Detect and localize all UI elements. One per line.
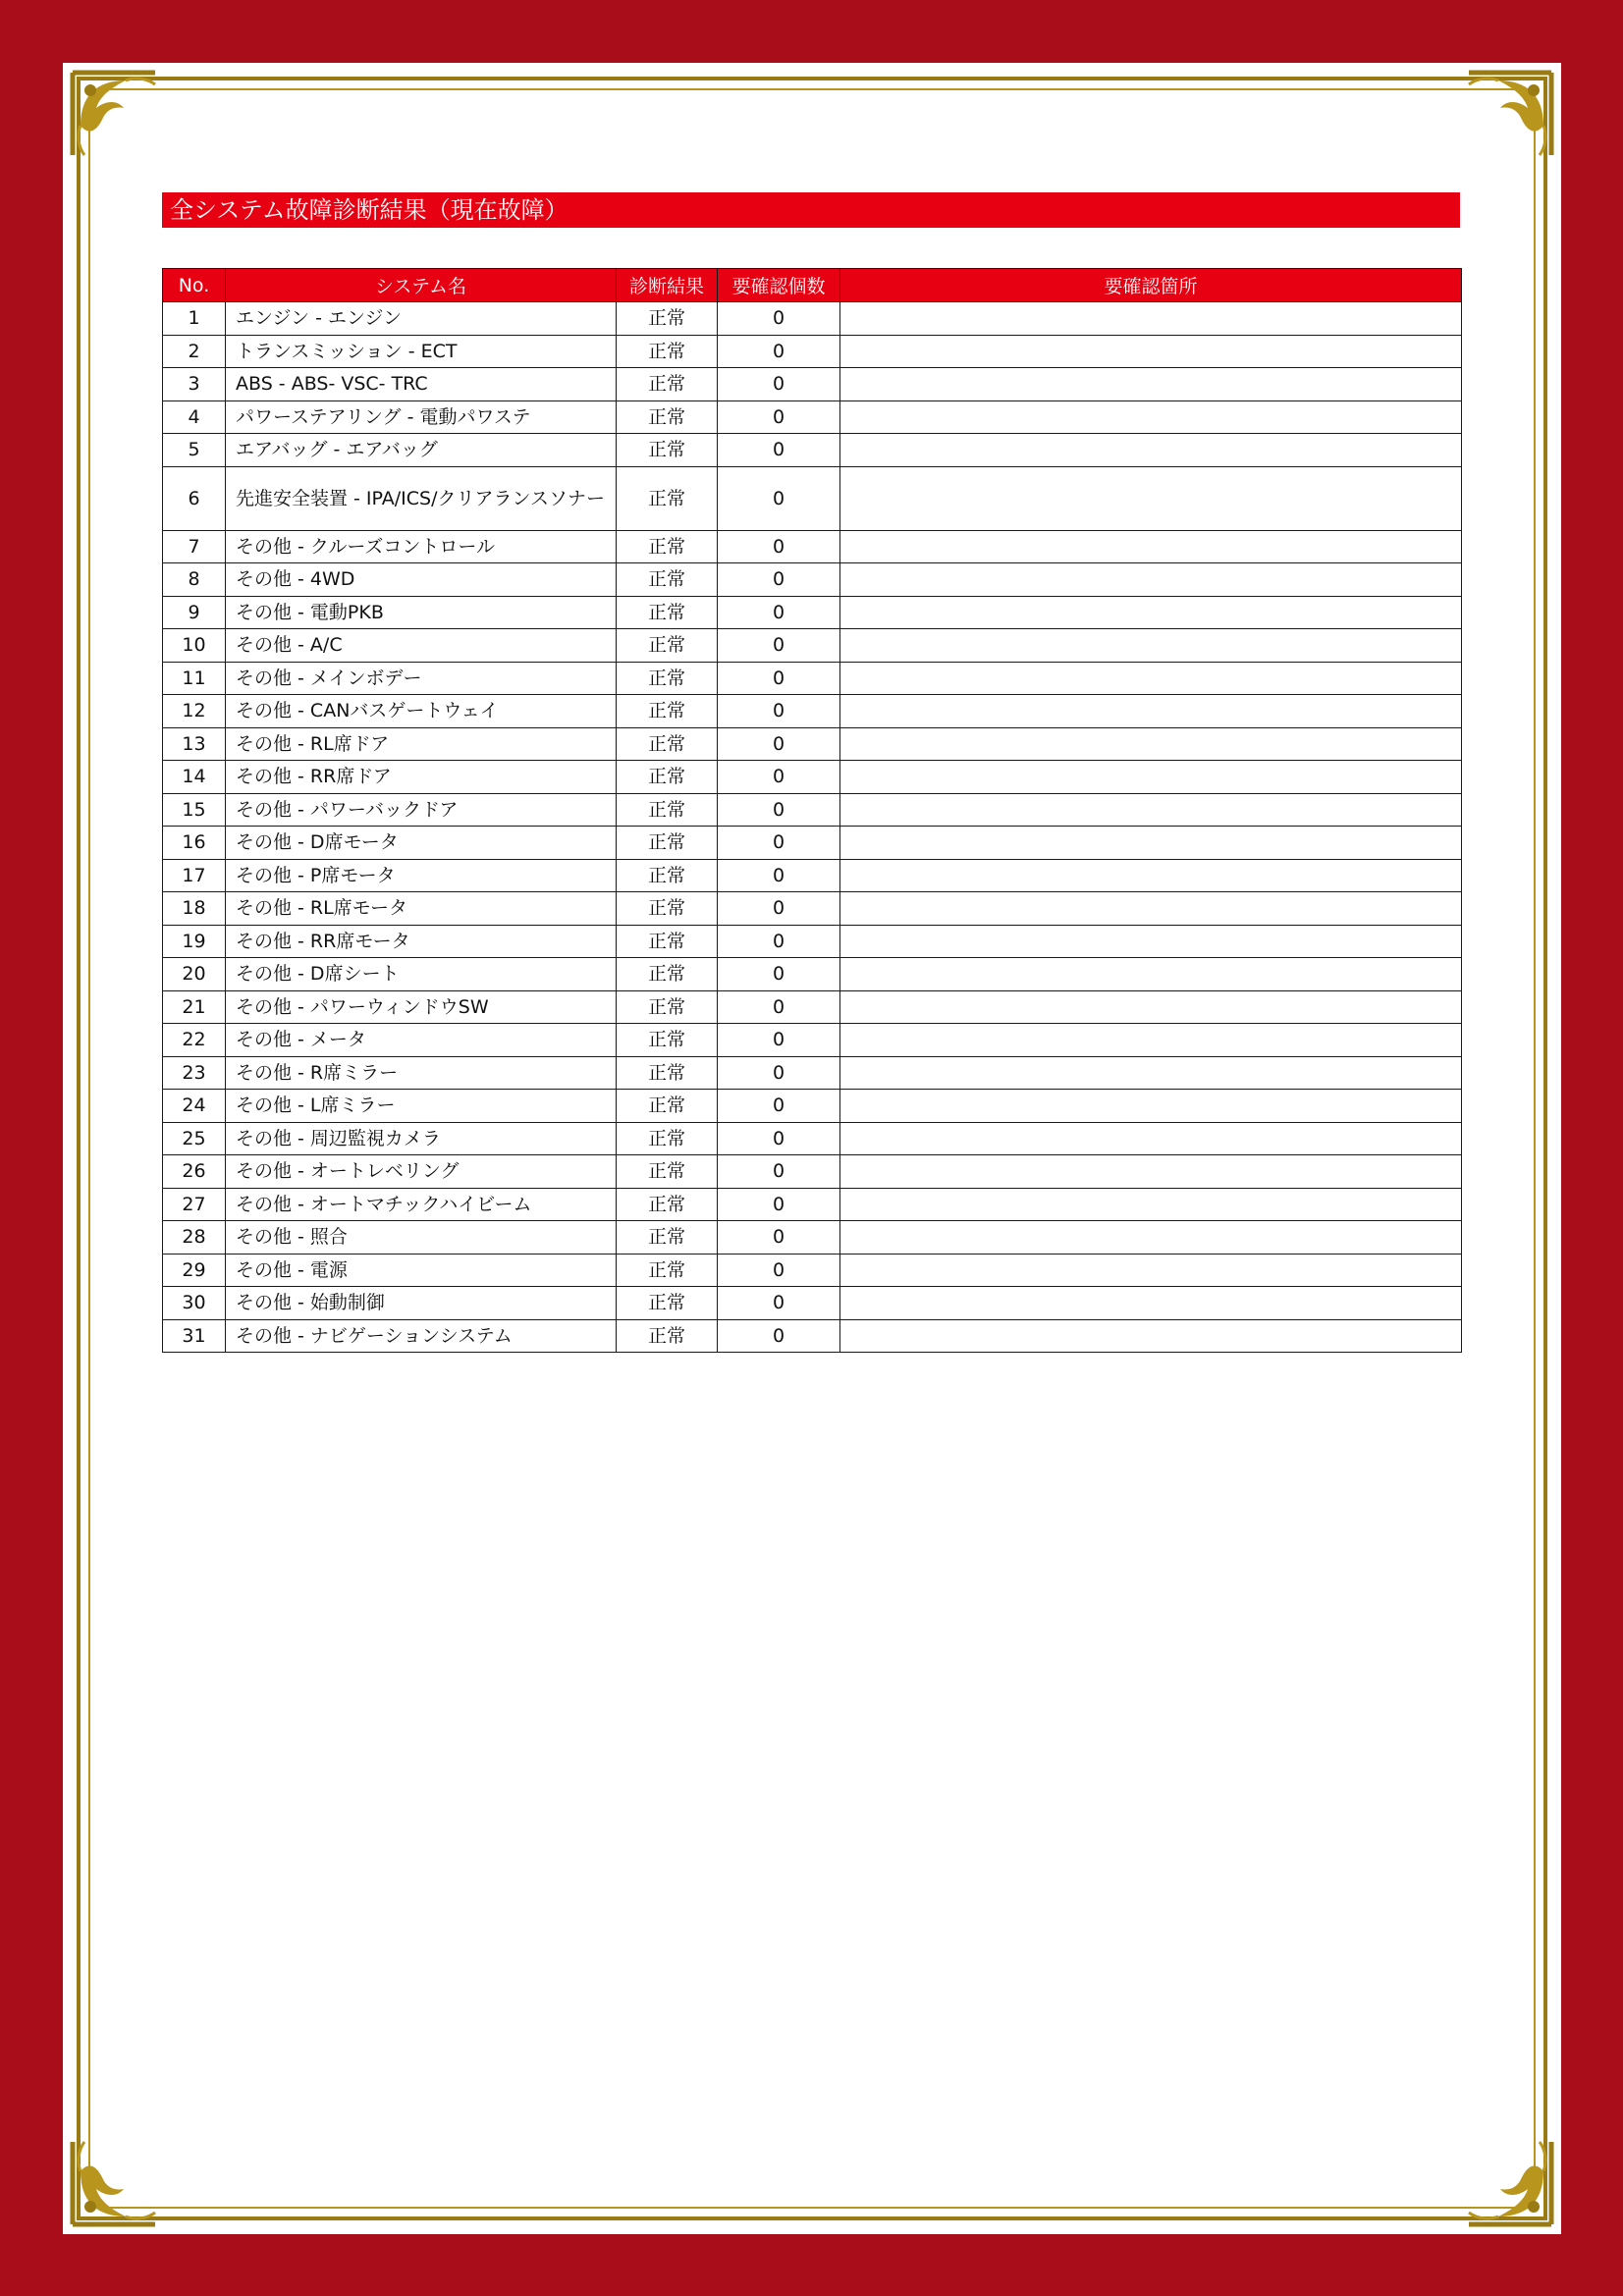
- cell-system-name: その他 - RR席モータ: [226, 925, 617, 958]
- table-row: [163, 1254, 1462, 1287]
- cell-no: 9: [163, 596, 226, 629]
- cell-check-location: [840, 368, 1462, 401]
- cell-check-count: 0: [718, 368, 840, 401]
- cell-no: 17: [163, 859, 226, 892]
- table-row: [163, 859, 1462, 892]
- table-row: [163, 302, 1462, 336]
- cell-result: 正常: [617, 302, 718, 336]
- cell-result: 正常: [617, 793, 718, 827]
- cell-no: 31: [163, 1319, 226, 1353]
- cell-check-location: [840, 727, 1462, 761]
- cell-no: 7: [163, 530, 226, 563]
- report-title: 全システム故障診断結果（現在故障）: [162, 192, 1460, 228]
- cell-result: 正常: [617, 530, 718, 563]
- table-row: [163, 1221, 1462, 1255]
- cell-result: 正常: [617, 1122, 718, 1155]
- table-row: [163, 727, 1462, 761]
- cell-check-count: 0: [718, 1254, 840, 1287]
- cell-result: 正常: [617, 1254, 718, 1287]
- cell-check-location: [840, 827, 1462, 860]
- cell-system-name: その他 - ナビゲーションシステム: [226, 1319, 617, 1353]
- cell-check-location: [840, 892, 1462, 926]
- cell-result: 正常: [617, 1090, 718, 1123]
- cell-no: 24: [163, 1090, 226, 1123]
- cell-check-location: [840, 1188, 1462, 1221]
- cell-check-count: 0: [718, 400, 840, 434]
- cell-check-location: [840, 1122, 1462, 1155]
- cell-system-name: その他 - オートマチックハイビーム: [226, 1188, 617, 1221]
- cell-check-count: 0: [718, 958, 840, 991]
- cell-check-location: [840, 1090, 1462, 1123]
- table-row: [163, 761, 1462, 794]
- cell-no: 5: [163, 434, 226, 467]
- cell-check-count: 0: [718, 1155, 840, 1189]
- table-row: [163, 400, 1462, 434]
- cell-system-name: エアバッグ - エアバッグ: [226, 434, 617, 467]
- cell-system-name: 先進安全装置 - IPA/ICS/クリアランスソナー: [226, 466, 617, 530]
- cell-result: 正常: [617, 335, 718, 368]
- cell-system-name: その他 - メインボデー: [226, 662, 617, 695]
- cell-check-location: [840, 302, 1462, 336]
- cell-check-count: 0: [718, 1090, 840, 1123]
- cell-no: 10: [163, 629, 226, 663]
- cell-result: 正常: [617, 727, 718, 761]
- table-row: [163, 434, 1462, 467]
- cell-check-location: [840, 1056, 1462, 1090]
- cell-result: 正常: [617, 1024, 718, 1057]
- cell-result: 正常: [617, 761, 718, 794]
- cell-result: 正常: [617, 990, 718, 1024]
- cell-result: 正常: [617, 1319, 718, 1353]
- table-row: [163, 990, 1462, 1024]
- cell-system-name: その他 - メータ: [226, 1024, 617, 1057]
- table-row: [163, 466, 1462, 530]
- cell-check-count: 0: [718, 1024, 840, 1057]
- cell-result: 正常: [617, 368, 718, 401]
- table-body: [163, 302, 1462, 1353]
- header-no: No.: [163, 269, 226, 302]
- cell-check-count: 0: [718, 892, 840, 926]
- cell-system-name: その他 - CANバスゲートウェイ: [226, 695, 617, 728]
- cell-check-count: 0: [718, 596, 840, 629]
- cell-check-location: [840, 925, 1462, 958]
- cell-system-name: その他 - オートレベリング: [226, 1155, 617, 1189]
- cell-check-location: [840, 859, 1462, 892]
- cell-result: 正常: [617, 1188, 718, 1221]
- cell-check-count: 0: [718, 1319, 840, 1353]
- cell-system-name: トランスミッション - ECT: [226, 335, 617, 368]
- cell-system-name: その他 - パワーウィンドウSW: [226, 990, 617, 1024]
- cell-check-count: 0: [718, 1056, 840, 1090]
- cell-no: 23: [163, 1056, 226, 1090]
- cell-no: 30: [163, 1287, 226, 1320]
- cell-check-count: 0: [718, 302, 840, 336]
- cell-result: 正常: [617, 563, 718, 597]
- cell-result: 正常: [617, 1056, 718, 1090]
- table-row: [163, 958, 1462, 991]
- ornament-corner-icon: [1463, 67, 1557, 161]
- cell-check-count: 0: [718, 434, 840, 467]
- cell-check-count: 0: [718, 793, 840, 827]
- cell-no: 19: [163, 925, 226, 958]
- table-row: [163, 1155, 1462, 1189]
- cell-check-count: 0: [718, 990, 840, 1024]
- cell-check-location: [840, 335, 1462, 368]
- cell-check-location: [840, 1319, 1462, 1353]
- cell-check-count: 0: [718, 1221, 840, 1255]
- table-row: [163, 1188, 1462, 1221]
- cell-system-name: その他 - RL席ドア: [226, 727, 617, 761]
- table-header-row: [163, 269, 1462, 302]
- table-row: [163, 596, 1462, 629]
- cell-no: 21: [163, 990, 226, 1024]
- cell-system-name: その他 - 始動制御: [226, 1287, 617, 1320]
- cell-no: 20: [163, 958, 226, 991]
- cell-check-location: [840, 530, 1462, 563]
- cell-no: 25: [163, 1122, 226, 1155]
- cell-check-count: 0: [718, 466, 840, 530]
- cell-system-name: その他 - L席ミラー: [226, 1090, 617, 1123]
- table-row: [163, 629, 1462, 663]
- cell-result: 正常: [617, 400, 718, 434]
- cell-check-location: [840, 434, 1462, 467]
- cell-no: 13: [163, 727, 226, 761]
- cell-result: 正常: [617, 1221, 718, 1255]
- table-row: [163, 563, 1462, 597]
- cell-system-name: その他 - 照合: [226, 1221, 617, 1255]
- cell-check-location: [840, 596, 1462, 629]
- cell-check-location: [840, 1254, 1462, 1287]
- cell-no: 6: [163, 466, 226, 530]
- cell-result: 正常: [617, 925, 718, 958]
- table-row: [163, 368, 1462, 401]
- cell-check-location: [840, 1221, 1462, 1255]
- cell-no: 1: [163, 302, 226, 336]
- cell-check-location: [840, 1024, 1462, 1057]
- table-row: [163, 1287, 1462, 1320]
- cell-system-name: パワーステアリング - 電動パワステ: [226, 400, 617, 434]
- cell-check-location: [840, 563, 1462, 597]
- cell-check-location: [840, 466, 1462, 530]
- cell-check-location: [840, 761, 1462, 794]
- cell-system-name: その他 - パワーバックドア: [226, 793, 617, 827]
- ornament-corner-icon: [67, 67, 161, 161]
- cell-no: 4: [163, 400, 226, 434]
- cell-system-name: その他 - R席ミラー: [226, 1056, 617, 1090]
- cell-check-location: [840, 662, 1462, 695]
- cell-system-name: その他 - RR席ドア: [226, 761, 617, 794]
- table-row: [163, 1024, 1462, 1057]
- table-row: [163, 335, 1462, 368]
- cell-system-name: その他 - 電動PKB: [226, 596, 617, 629]
- cell-system-name: その他 - RL席モータ: [226, 892, 617, 926]
- cell-no: 2: [163, 335, 226, 368]
- cell-system-name: その他 - D席モータ: [226, 827, 617, 860]
- cell-no: 3: [163, 368, 226, 401]
- cell-result: 正常: [617, 892, 718, 926]
- cell-check-location: [840, 1287, 1462, 1320]
- cell-check-location: [840, 695, 1462, 728]
- table-row: [163, 1056, 1462, 1090]
- cell-no: 16: [163, 827, 226, 860]
- cell-check-count: 0: [718, 563, 840, 597]
- table-row: [163, 1122, 1462, 1155]
- cell-check-location: [840, 400, 1462, 434]
- cell-result: 正常: [617, 1287, 718, 1320]
- cell-result: 正常: [617, 466, 718, 530]
- header-result: 診断結果: [617, 269, 718, 302]
- ornament-corner-icon: [67, 2136, 161, 2230]
- cell-no: 12: [163, 695, 226, 728]
- cell-check-count: 0: [718, 761, 840, 794]
- cell-check-count: 0: [718, 925, 840, 958]
- cell-result: 正常: [617, 958, 718, 991]
- cell-system-name: エンジン - エンジン: [226, 302, 617, 336]
- cell-system-name: その他 - D席シート: [226, 958, 617, 991]
- cell-check-count: 0: [718, 827, 840, 860]
- table-row: [163, 662, 1462, 695]
- cell-check-count: 0: [718, 859, 840, 892]
- cell-system-name: その他 - 周辺監視カメラ: [226, 1122, 617, 1155]
- cell-system-name: その他 - P席モータ: [226, 859, 617, 892]
- cell-no: 22: [163, 1024, 226, 1057]
- header-system-name: システム名: [226, 269, 617, 302]
- table-row: [163, 793, 1462, 827]
- cell-no: 26: [163, 1155, 226, 1189]
- cell-check-location: [840, 629, 1462, 663]
- cell-system-name: その他 - 4WD: [226, 563, 617, 597]
- header-check-count: 要確認個数: [718, 269, 840, 302]
- table-row: [163, 892, 1462, 926]
- cell-check-location: [840, 793, 1462, 827]
- cell-check-count: 0: [718, 1188, 840, 1221]
- diagnosis-table: [162, 268, 1462, 1353]
- cell-no: 18: [163, 892, 226, 926]
- table-row: [163, 530, 1462, 563]
- table-row: [163, 1319, 1462, 1353]
- cell-check-location: [840, 958, 1462, 991]
- cell-no: 8: [163, 563, 226, 597]
- header-check-location: 要確認箇所: [840, 269, 1462, 302]
- ornament-corner-icon: [1463, 2136, 1557, 2230]
- cell-check-count: 0: [718, 530, 840, 563]
- cell-check-count: 0: [718, 1122, 840, 1155]
- cell-result: 正常: [617, 859, 718, 892]
- table-row: [163, 695, 1462, 728]
- table-row: [163, 1090, 1462, 1123]
- cell-no: 15: [163, 793, 226, 827]
- cell-no: 28: [163, 1221, 226, 1255]
- report-page: [63, 63, 1561, 2234]
- cell-check-count: 0: [718, 662, 840, 695]
- table-row: [163, 925, 1462, 958]
- cell-check-count: 0: [718, 629, 840, 663]
- cell-result: 正常: [617, 662, 718, 695]
- cell-result: 正常: [617, 629, 718, 663]
- cell-result: 正常: [617, 1155, 718, 1189]
- cell-result: 正常: [617, 827, 718, 860]
- cell-no: 14: [163, 761, 226, 794]
- cell-check-location: [840, 1155, 1462, 1189]
- cell-result: 正常: [617, 434, 718, 467]
- cell-no: 27: [163, 1188, 226, 1221]
- cell-system-name: その他 - A/C: [226, 629, 617, 663]
- cell-check-count: 0: [718, 695, 840, 728]
- cell-check-location: [840, 990, 1462, 1024]
- cell-no: 11: [163, 662, 226, 695]
- cell-check-count: 0: [718, 335, 840, 368]
- cell-result: 正常: [617, 695, 718, 728]
- cell-system-name: その他 - 電源: [226, 1254, 617, 1287]
- cell-system-name: ABS - ABS- VSC- TRC: [226, 368, 617, 401]
- cell-system-name: その他 - クルーズコントロール: [226, 530, 617, 563]
- cell-result: 正常: [617, 596, 718, 629]
- table-row: [163, 827, 1462, 860]
- cell-no: 29: [163, 1254, 226, 1287]
- cell-check-count: 0: [718, 727, 840, 761]
- cell-check-count: 0: [718, 1287, 840, 1320]
